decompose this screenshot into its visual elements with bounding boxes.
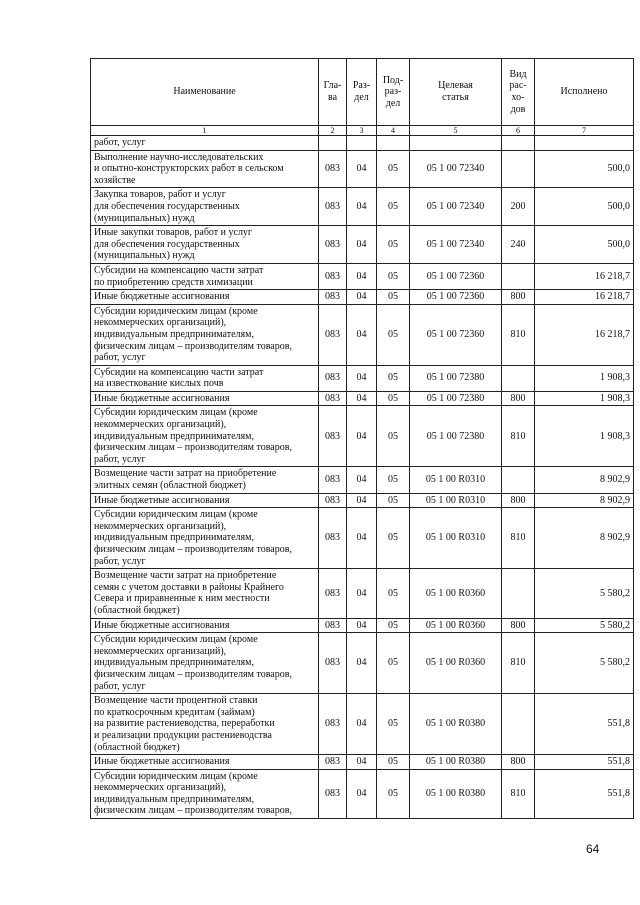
- row-glava: [319, 136, 347, 151]
- row-target: 05 1 00 R0360: [410, 569, 502, 618]
- row-target: [410, 136, 502, 151]
- row-vid: 240: [502, 226, 535, 264]
- row-vid: 800: [502, 493, 535, 508]
- row-glava: 083: [319, 304, 347, 365]
- row-sum: [535, 136, 634, 151]
- header-glava: Гла- ва: [319, 59, 347, 126]
- table-row: [91, 493, 634, 508]
- row-podrazdel: 05: [377, 508, 410, 569]
- row-vid: [502, 136, 535, 151]
- row-glava: 083: [319, 508, 347, 569]
- row-razdel: 04: [347, 188, 377, 226]
- row-razdel: 04: [347, 569, 377, 618]
- column-number-row: [91, 126, 634, 136]
- row-sum: 16 218,7: [535, 290, 634, 305]
- row-razdel: 04: [347, 263, 377, 289]
- row-target: 05 1 00 R0360: [410, 618, 502, 633]
- budget-table: [90, 58, 634, 819]
- row-sum: 8 902,9: [535, 467, 634, 493]
- row-podrazdel: 05: [377, 406, 410, 467]
- table-row: [91, 508, 634, 569]
- row-name: Возмещение части процентной ставки по краткосрочным кредитам (займам) на развитие растениеводства, переработки и реализации продукции растениеводства (областной бюджет): [91, 694, 319, 755]
- table-row: [91, 618, 634, 633]
- row-name: Субсидии на компенсацию части затрат по приобретению средств химизации: [91, 263, 319, 289]
- row-target: 05 1 00 R0310: [410, 508, 502, 569]
- row-razdel: 04: [347, 406, 377, 467]
- table-row: [91, 633, 634, 694]
- row-name: Закупка товаров, работ и услуг для обеспечения государственных (муниципальных) нужд: [91, 188, 319, 226]
- row-podrazdel: 05: [377, 188, 410, 226]
- row-target: 05 1 00 R0380: [410, 755, 502, 770]
- table-row: [91, 406, 634, 467]
- row-podrazdel: 05: [377, 755, 410, 770]
- row-vid: 810: [502, 633, 535, 694]
- row-target: 05 1 00 72360: [410, 263, 502, 289]
- row-razdel: 04: [347, 290, 377, 305]
- row-podrazdel: 05: [377, 304, 410, 365]
- row-name: Субсидии юридическим лицам (кроме некоммерческих организаций), индивидуальным предпринимателям, физическим лицам – производителям товаров, работ, услуг: [91, 406, 319, 467]
- row-razdel: 04: [347, 467, 377, 493]
- row-name: Иные закупки товаров, работ и услуг для обеспечения государственных (муниципальных) нужд: [91, 226, 319, 264]
- table-row: [91, 150, 634, 188]
- table-row: [91, 391, 634, 406]
- row-glava: 083: [319, 391, 347, 406]
- row-glava: 083: [319, 226, 347, 264]
- row-podrazdel: [377, 136, 410, 151]
- row-sum: 500,0: [535, 188, 634, 226]
- row-vid: 200: [502, 188, 535, 226]
- row-podrazdel: 05: [377, 226, 410, 264]
- row-vid: 810: [502, 406, 535, 467]
- row-target: 05 1 00 72340: [410, 188, 502, 226]
- table-row: [91, 136, 634, 151]
- header-podrazdel: Под- раз- дел: [377, 59, 410, 126]
- row-vid: 810: [502, 304, 535, 365]
- row-glava: 083: [319, 694, 347, 755]
- header-target: Целевая статья: [410, 59, 502, 126]
- header-razdel: Раз- дел: [347, 59, 377, 126]
- row-name: Иные бюджетные ассигнования: [91, 618, 319, 633]
- row-razdel: 04: [347, 769, 377, 818]
- row-glava: 083: [319, 290, 347, 305]
- row-sum: 500,0: [535, 226, 634, 264]
- row-target: 05 1 00 R0360: [410, 633, 502, 694]
- row-glava: 083: [319, 769, 347, 818]
- row-glava: 083: [319, 263, 347, 289]
- header-name: Наименование: [91, 59, 319, 126]
- row-sum: 1 908,3: [535, 365, 634, 391]
- table-row: [91, 467, 634, 493]
- row-podrazdel: 05: [377, 633, 410, 694]
- row-podrazdel: 05: [377, 493, 410, 508]
- row-name: Субсидии юридическим лицам (кроме некоммерческих организаций), индивидуальным предпринимателям, физическим лицам – производителям товаров, работ, услуг: [91, 633, 319, 694]
- row-name: Субсидии юридическим лицам (кроме некоммерческих организаций), индивидуальным предпринимателям, физическим лицам – производителям товаров,: [91, 769, 319, 818]
- row-target: 05 1 00 R0380: [410, 769, 502, 818]
- header-row: [91, 59, 634, 126]
- row-name: Возмещение части затрат на приобретение семян с учетом доставки в районы Крайнего Севера и приравненные к ним местности (областной бюджет): [91, 569, 319, 618]
- col-number: 5: [410, 126, 502, 136]
- row-vid: [502, 467, 535, 493]
- row-glava: 083: [319, 406, 347, 467]
- row-name: работ, услуг: [91, 136, 319, 151]
- row-sum: 1 908,3: [535, 391, 634, 406]
- header-done: Исполнено: [535, 59, 634, 126]
- row-podrazdel: 05: [377, 467, 410, 493]
- row-target: 05 1 00 72360: [410, 304, 502, 365]
- row-podrazdel: 05: [377, 150, 410, 188]
- row-podrazdel: 05: [377, 618, 410, 633]
- col-number: 2: [319, 126, 347, 136]
- row-name: Выполнение научно-исследовательских и опытно-конструкторских работ в сельском хозяйстве: [91, 150, 319, 188]
- row-target: 05 1 00 72340: [410, 226, 502, 264]
- col-number: 3: [347, 126, 377, 136]
- page-number: 64: [586, 842, 600, 856]
- row-sum: 551,8: [535, 755, 634, 770]
- row-podrazdel: 05: [377, 391, 410, 406]
- table-body: [91, 136, 634, 819]
- row-glava: 083: [319, 633, 347, 694]
- row-vid: 810: [502, 769, 535, 818]
- row-podrazdel: 05: [377, 290, 410, 305]
- table-row: [91, 769, 634, 818]
- row-glava: 083: [319, 569, 347, 618]
- row-razdel: 04: [347, 365, 377, 391]
- row-name: Иные бюджетные ассигнования: [91, 290, 319, 305]
- row-razdel: 04: [347, 493, 377, 508]
- row-vid: 800: [502, 391, 535, 406]
- row-podrazdel: 05: [377, 769, 410, 818]
- row-glava: 083: [319, 493, 347, 508]
- row-target: 05 1 00 72380: [410, 391, 502, 406]
- row-vid: 800: [502, 755, 535, 770]
- row-podrazdel: 05: [377, 569, 410, 618]
- row-razdel: 04: [347, 304, 377, 365]
- row-name: Иные бюджетные ассигнования: [91, 391, 319, 406]
- row-name: Субсидии юридическим лицам (кроме некоммерческих организаций), индивидуальным предпринимателям, физическим лицам – производителям товаров, работ, услуг: [91, 304, 319, 365]
- row-glava: 083: [319, 618, 347, 633]
- row-name: Субсидии на компенсацию части затрат на известкование кислых почв: [91, 365, 319, 391]
- table-row: [91, 569, 634, 618]
- row-razdel: 04: [347, 633, 377, 694]
- header-vid: Вид рас- хо- дов: [502, 59, 535, 126]
- row-vid: [502, 365, 535, 391]
- row-target: 05 1 00 72340: [410, 150, 502, 188]
- row-target: 05 1 00 R0380: [410, 694, 502, 755]
- row-vid: 800: [502, 618, 535, 633]
- table-row: [91, 365, 634, 391]
- row-razdel: 04: [347, 755, 377, 770]
- row-razdel: 04: [347, 391, 377, 406]
- row-name: Иные бюджетные ассигнования: [91, 755, 319, 770]
- col-number: 6: [502, 126, 535, 136]
- row-razdel: 04: [347, 226, 377, 264]
- row-sum: 5 580,2: [535, 569, 634, 618]
- row-razdel: [347, 136, 377, 151]
- row-sum: 16 218,7: [535, 263, 634, 289]
- row-vid: [502, 694, 535, 755]
- row-podrazdel: 05: [377, 365, 410, 391]
- table-row: [91, 263, 634, 289]
- row-sum: 1 908,3: [535, 406, 634, 467]
- row-sum: 16 218,7: [535, 304, 634, 365]
- row-sum: 8 902,9: [535, 493, 634, 508]
- row-razdel: 04: [347, 508, 377, 569]
- row-glava: 083: [319, 755, 347, 770]
- col-number: 7: [535, 126, 634, 136]
- row-vid: [502, 263, 535, 289]
- row-sum: 8 902,9: [535, 508, 634, 569]
- row-sum: 500,0: [535, 150, 634, 188]
- table-row: [91, 304, 634, 365]
- row-name: Возмещение части затрат на приобретение элитных семян (областной бюджет): [91, 467, 319, 493]
- row-razdel: 04: [347, 150, 377, 188]
- col-number: 4: [377, 126, 410, 136]
- row-glava: 083: [319, 467, 347, 493]
- row-podrazdel: 05: [377, 694, 410, 755]
- row-glava: 083: [319, 188, 347, 226]
- row-podrazdel: 05: [377, 263, 410, 289]
- row-target: 05 1 00 R0310: [410, 467, 502, 493]
- row-glava: 083: [319, 365, 347, 391]
- row-target: 05 1 00 72380: [410, 406, 502, 467]
- table-row: [91, 755, 634, 770]
- row-sum: 551,8: [535, 694, 634, 755]
- row-vid: 810: [502, 508, 535, 569]
- row-razdel: 04: [347, 694, 377, 755]
- table-row: [91, 694, 634, 755]
- row-target: 05 1 00 72360: [410, 290, 502, 305]
- row-target: 05 1 00 72380: [410, 365, 502, 391]
- row-name: Иные бюджетные ассигнования: [91, 493, 319, 508]
- table-row: [91, 188, 634, 226]
- table-row: [91, 290, 634, 305]
- row-sum: 551,8: [535, 769, 634, 818]
- col-number: 1: [91, 126, 319, 136]
- row-sum: 5 580,2: [535, 633, 634, 694]
- row-target: 05 1 00 R0310: [410, 493, 502, 508]
- row-name: Субсидии юридическим лицам (кроме некоммерческих организаций), индивидуальным предпринимателям, физическим лицам – производителям товаров, работ, услуг: [91, 508, 319, 569]
- row-sum: 5 580,2: [535, 618, 634, 633]
- row-vid: 800: [502, 290, 535, 305]
- row-vid: [502, 569, 535, 618]
- row-vid: [502, 150, 535, 188]
- table-row: [91, 226, 634, 264]
- row-razdel: 04: [347, 618, 377, 633]
- row-glava: 083: [319, 150, 347, 188]
